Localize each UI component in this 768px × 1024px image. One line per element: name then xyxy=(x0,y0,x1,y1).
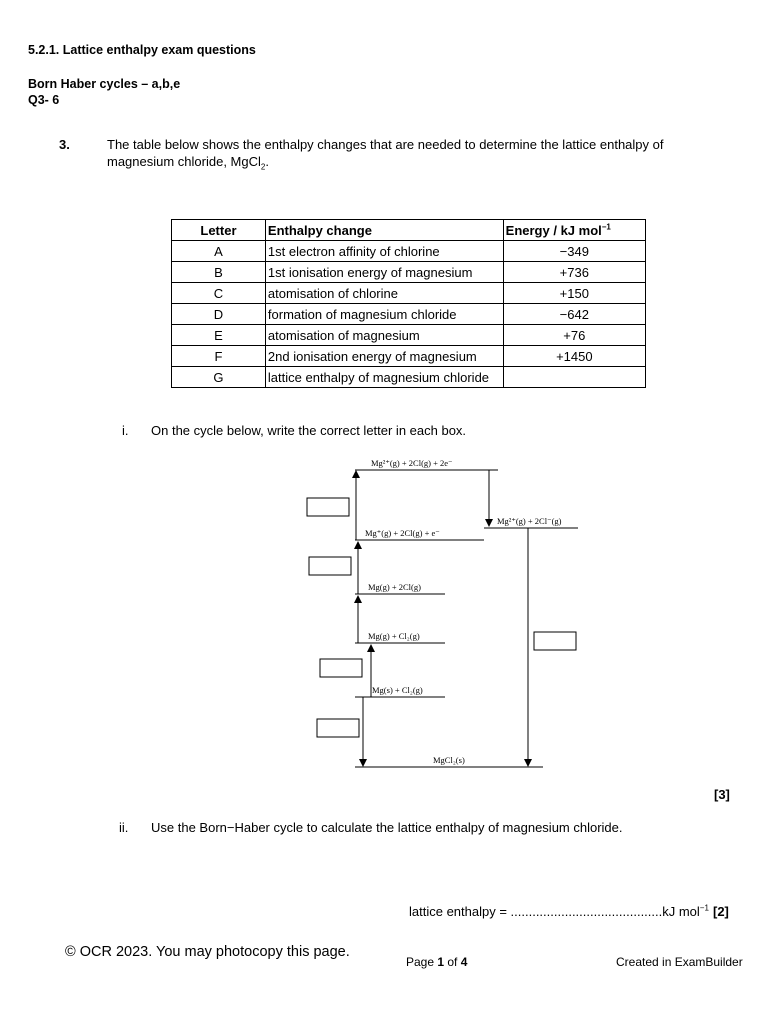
part-ii-marks: [2] xyxy=(713,904,729,919)
row-change: atomisation of magnesium xyxy=(265,325,503,346)
question-text-line2: magnesium chloride, MgCl$_2$. xyxy=(107,154,269,172)
row-energy: +76 xyxy=(503,325,645,346)
level-label-right: Mg²⁺(g) + 2Cl⁻(g) xyxy=(497,516,562,526)
row-change: 1st electron affinity of chlorine xyxy=(265,241,503,262)
part-ii-text: Use the Born−Haber cycle to calculate the lattice enthalpy of magnesium chloride. xyxy=(151,820,623,835)
level-label-2: Mg⁺(g) + 2Cl(g) + e⁻ xyxy=(365,528,440,538)
row-change: lattice enthalpy of magnesium chloride xyxy=(265,367,503,388)
part-i-marks: [3] xyxy=(714,787,730,802)
row-letter: A xyxy=(172,241,266,262)
question-text-line1: The table below shows the enthalpy changes that are needed to determine the lattice enthalpy of xyxy=(107,137,664,152)
header-enthalpy-change: Enthalpy change xyxy=(265,220,503,241)
answer-box-3[interactable] xyxy=(320,659,362,677)
row-energy: +150 xyxy=(503,283,645,304)
answer-box-4[interactable] xyxy=(317,719,359,737)
part-i-text: On the cycle below, write the correct letter in each box. xyxy=(151,423,467,438)
row-letter: D xyxy=(172,304,266,325)
footer-page-number: Page 1 of 4 xyxy=(406,955,468,969)
row-energy: +1450 xyxy=(503,346,645,367)
row-letter: F xyxy=(172,346,266,367)
section-subtitle: Born Haber cycles – a,b,e xyxy=(28,77,181,91)
header-energy: Energy / kJ mol$^{-1}$ xyxy=(503,220,645,241)
row-change: atomisation of chlorine xyxy=(265,283,503,304)
header-letter: Letter xyxy=(172,220,266,241)
footer-created-in: Created in ExamBuilder xyxy=(616,955,743,969)
answer-box-1[interactable] xyxy=(307,498,349,516)
row-energy: −349 xyxy=(503,241,645,262)
question-number: 3. xyxy=(59,137,70,152)
answer-line[interactable]: lattice enthalpy = ..........................................kJ mol$^{-1}$ xyxy=(409,903,709,919)
row-letter: E xyxy=(172,325,266,346)
row-change: 1st ionisation energy of magnesium xyxy=(265,262,503,283)
row-energy: +736 xyxy=(503,262,645,283)
document-title: 5.2.1. Lattice enthalpy exam questions xyxy=(28,43,256,57)
row-energy: −642 xyxy=(503,304,645,325)
footer-copyright: © OCR 2023. You may photocopy this page. xyxy=(65,944,350,960)
row-letter: B xyxy=(172,262,266,283)
row-change: formation of magnesium chloride xyxy=(265,304,503,325)
level-label-4: Mg(g) + Cl₂(g) xyxy=(368,631,420,641)
part-ii-label: ii. xyxy=(119,820,129,835)
row-letter: G xyxy=(172,367,266,388)
level-label-1: Mg²⁺(g) + 2Cl(g) + 2e⁻ xyxy=(371,458,453,468)
question-range: Q3- 6 xyxy=(28,93,60,107)
part-i-label: i. xyxy=(122,423,129,438)
answer-box-5[interactable] xyxy=(534,632,576,650)
level-label-6: MgCl₂(s) xyxy=(433,755,465,765)
row-change: 2nd ionisation energy of magnesium xyxy=(265,346,503,367)
level-label-3: Mg(g) + 2Cl(g) xyxy=(368,582,421,592)
answer-box-2[interactable] xyxy=(309,557,351,575)
level-label-5: Mg(s) + Cl₂(g) xyxy=(372,685,423,695)
row-letter: C xyxy=(172,283,266,304)
